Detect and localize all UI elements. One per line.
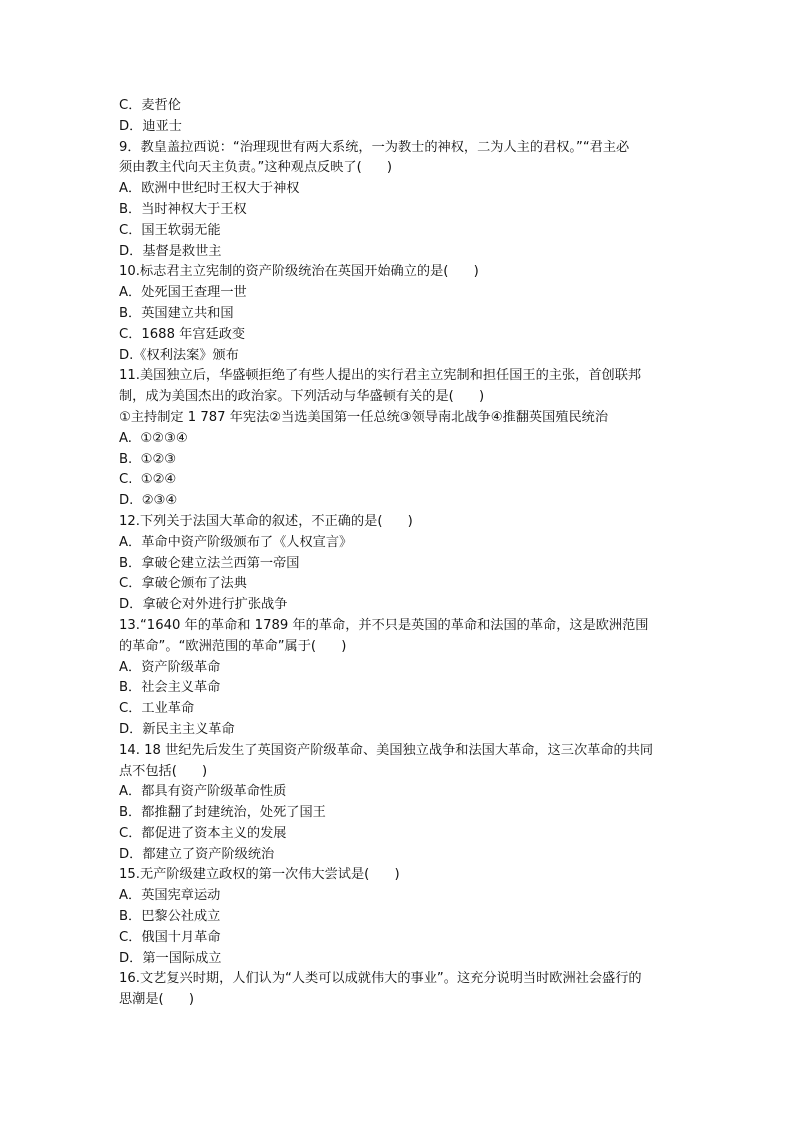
question-15-option-a: A．英国宪章运动 xyxy=(119,888,221,904)
question-11-stem-line-1: 11.美国独立后，华盛顿拒绝了有些人提出的实行君主立宪制和担任国王的主张，首创联邦 xyxy=(119,368,642,384)
question-15-option-d: D．第一国际成立 xyxy=(119,950,222,966)
option-d-dias: D．迪亚士 xyxy=(119,118,182,134)
question-12-option-c: C．拿破仑颁布了法典 xyxy=(119,576,247,592)
question-9-option-a: A．欧洲中世纪时王权大于神权 xyxy=(119,181,300,197)
question-12-option-a: A．革命中资产阶级颁布了《人权宣言》 xyxy=(119,534,353,550)
question-10-option-a: A．处死国王查理一世 xyxy=(119,285,247,301)
question-12-stem: 12.下列关于法国大革命的叙述，不正确的是( ) xyxy=(119,513,413,529)
question-9-option-c: C．国王软弱无能 xyxy=(119,222,221,238)
question-11-items: ①主持制定 1 787 年宪法②当选美国第一任总统③领导南北战争④推翻英国殖民统治 xyxy=(119,409,609,425)
question-10-option-c: C．1688 年宫廷政变 xyxy=(119,326,246,342)
question-9-stem-line-1: 9．教皇盖拉西说：“治理现世有两大系统，一为教士的神权，二为人主的君权。”“君主必 xyxy=(119,139,630,155)
question-14-stem-line-1: 14. 18 世纪先后发生了英国资产阶级革命、美国独立战争和法国大革命，这三次革命的共同 xyxy=(119,742,654,758)
question-11-option-a: A. ①②③④ xyxy=(119,430,188,446)
question-16-stem-line-2: 思潮是( ) xyxy=(119,992,195,1008)
question-13-option-d: D．新民主主义革命 xyxy=(119,721,235,737)
question-11-option-b: B. ①②③ xyxy=(119,451,177,467)
question-14-option-a: A．都具有资产阶级革命性质 xyxy=(119,784,287,800)
question-9-option-b: B．当时神权大于王权 xyxy=(119,201,247,217)
question-14-stem-line-2: 点不包括( ) xyxy=(119,763,208,779)
question-9-stem-line-2: 须由教主代向天主负责。”这种观点反映了( ) xyxy=(119,160,393,176)
question-15-option-c: C．俄国十月革命 xyxy=(119,929,221,945)
question-13-stem-line-1: 13.“1640 年的革命和 1789 年的革命，并不只是英国的革命和法国的革命，这是欧洲范围 xyxy=(119,617,649,633)
question-10-option-d: D.《权利法案》颁布 xyxy=(119,347,239,363)
question-10-stem: 10.标志君主立宪制的资产阶级统治在英国开始确立的是( ) xyxy=(119,264,479,280)
question-10-option-b: B．英国建立共和国 xyxy=(119,305,234,321)
question-14-option-d: D．都建立了资产阶级统治 xyxy=(119,846,275,862)
question-13-option-c: C．工业革命 xyxy=(119,701,195,717)
question-16-stem-line-1: 16.文艺复兴时期，人们认为“人类可以成就伟大的事业”。这充分说明当时欧洲社会盛行的 xyxy=(119,971,642,987)
question-14-option-b: B．都推翻了封建统治，处死了国王 xyxy=(119,805,326,821)
question-11-option-c: C. ①②④ xyxy=(119,472,177,488)
question-15-option-b: B．巴黎公社成立 xyxy=(119,909,221,925)
question-13-stem-line-2: 的革命”。“欧洲范围的革命”属于( ) xyxy=(119,638,347,654)
question-text-block xyxy=(119,96,677,1011)
question-11-option-d: D. ②③④ xyxy=(119,493,178,509)
question-14-option-c: C．都促进了资本主义的发展 xyxy=(119,825,287,841)
question-12-option-b: B．拿破仑建立法兰西第一帝国 xyxy=(119,555,300,571)
question-13-option-a: A．资产阶级革命 xyxy=(119,659,221,675)
question-12-option-d: D．拿破仑对外进行扩张战争 xyxy=(119,597,288,613)
question-13-option-b: B．社会主义革命 xyxy=(119,680,221,696)
option-c-magellan: C．麦哲伦 xyxy=(119,98,181,113)
question-11-stem-line-2: 制，成为美国杰出的政治家。下列活动与华盛顿有关的是( ) xyxy=(119,389,485,405)
question-9-option-d: D．基督是救世主 xyxy=(119,243,222,259)
question-15-stem: 15.无产阶级建立政权的第一次伟大尝试是( ) xyxy=(119,867,400,883)
